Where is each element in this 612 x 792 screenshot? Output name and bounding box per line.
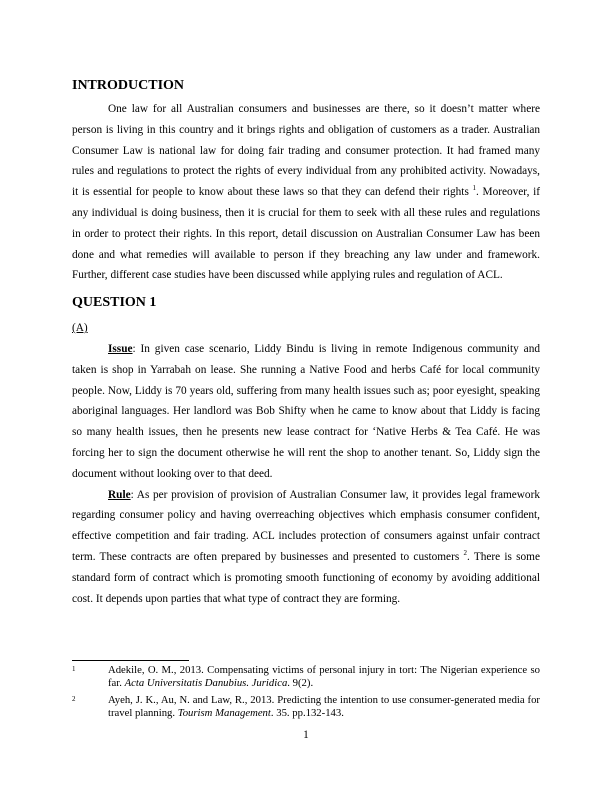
footnote-citation: Ayeh, J. K., Au, N. and Law, R., 2013. Predicting the intention to use consumer-generated media for travel planning. bbox=[108, 694, 540, 719]
introduction-text-a: One law for all Australian consumers and businesses are there, so it doesn’t matter where person is living in this country and it brings rights and obligation of customers as a trader. Australian Consumer Law is national law for doing fair trading and consumer protection. It had framed many rules and regulations to protect the rights of every individual from any prohibited activity. Nowadays, it is essential for people to know about these laws so that they can defend their rights bbox=[72, 103, 540, 199]
footnote-journal: Acta Universitatis Danubius. Juridica bbox=[124, 677, 288, 689]
footnote-separator bbox=[72, 660, 189, 661]
page-number: 1 bbox=[303, 729, 309, 741]
introduction-text-b: . Moreover, if any individual is doing business, then it is crucial for them to seek with all these rules and regulations in order to protect their rights. In this report, detail discussion on Australian Consumer Law has been done and what remedies will available to person if they breaching any law under and framework. Further, different case studies have been discussed while applying rules and regulation of ACL. bbox=[72, 186, 541, 282]
footnote-ref-1[interactable]: 1 bbox=[472, 184, 477, 193]
footnote-citation: Adekile, O. M., 2013. Compensating victims of personal injury in tort: The Nigerian experience so far. bbox=[108, 664, 540, 689]
footnote-journal: Tourism Management bbox=[177, 707, 271, 719]
rule-text-a: : As per provision of provision of Australian Consumer law, it provides legal framework regarding consumer policy and having overreaching objectives which emphasis consumer confident, effective competition and fair trading. ACL includes protection of consumers against unfair contract term. These contracts are often prepared by businesses and presented to customers bbox=[72, 488, 540, 563]
issue-paragraph bbox=[72, 339, 540, 485]
question-1-heading: QUESTION 1 bbox=[72, 295, 157, 311]
footnote-number: 1 bbox=[72, 665, 76, 673]
rule-label: Rule bbox=[108, 488, 131, 501]
footnote-text bbox=[108, 664, 540, 690]
subsection-a-heading: (A) bbox=[72, 322, 88, 335]
issue-label: Issue bbox=[108, 342, 133, 355]
rule-text-b: . There is some standard form of contract which is promoting smooth functioning of economy by avoiding additional cost. It depends upon parties that what type of contract they are forming. bbox=[72, 550, 540, 605]
footnote-volume: . 35. pp.132-143. bbox=[270, 707, 344, 719]
footnote-ref-2[interactable]: 2 bbox=[463, 549, 467, 558]
footnote-number: 2 bbox=[72, 695, 76, 703]
body-content bbox=[72, 77, 540, 609]
rule-paragraph bbox=[72, 485, 540, 610]
footnote-1 bbox=[72, 664, 540, 690]
introduction-heading: INTRODUCTION bbox=[72, 78, 185, 93]
issue-text: : In given case scenario, Liddy Bindu is living in remote Indigenous community and taken is shop in Yarrabah on lease. She running a Native Food and herbs Café for local community people. Now, Liddy is 70 years old, suffering from many health issues such as; poor eyesight, speaking aboriginal languages. Her landlord was Bob Shifty when he came to know about that Liddy is facing so many health issues, then he presents new lease contract for ‘Native Herbs & Tea Café. He was forcing her to sign the document otherwise he will rent the shop to another tenant. So, Liddy sign the document without looking over to that deed. bbox=[72, 342, 540, 480]
footnote-volume: . 9(2). bbox=[287, 677, 314, 689]
footnote-text bbox=[108, 694, 540, 720]
introduction-paragraph bbox=[72, 99, 540, 286]
footnote-2 bbox=[72, 694, 540, 720]
footnotes bbox=[72, 664, 540, 724]
